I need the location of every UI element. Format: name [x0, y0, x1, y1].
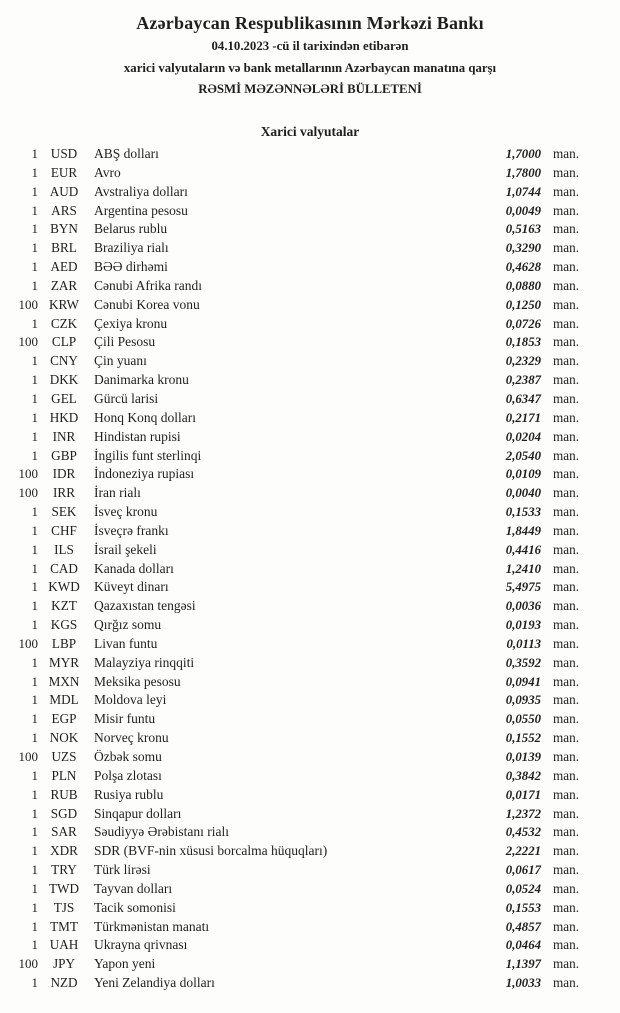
currency-name: İsveç kronu [94, 504, 158, 520]
currency-code: CAD [50, 560, 78, 576]
effective-date-line: 04.10.2023 -cü il tarixindən etibarən [211, 39, 409, 53]
currency-name: İsveçrə frankı [94, 522, 169, 538]
quantity: 1 [31, 692, 38, 708]
rate-value: 0,0040 [505, 486, 541, 501]
currency-name: Moldova leyi [94, 692, 167, 708]
rate-value: 0,0139 [505, 750, 541, 764]
currency-name: Qazaxıstan tengəsi [94, 598, 196, 614]
currency-code: KWD [48, 579, 80, 595]
rate-value: 0,3592 [505, 655, 541, 670]
currency-code: INR [52, 428, 76, 444]
quantity: 1 [31, 164, 38, 180]
rate-value: 0,4857 [505, 919, 541, 934]
rate-row [0, 466, 620, 485]
rate-row [0, 372, 620, 391]
currency-code: ZAR [50, 277, 78, 293]
quantity: 1 [31, 183, 38, 199]
rate-row [0, 316, 620, 335]
rate-unit: man. [553, 146, 580, 161]
currency-name: Malayziya rinqqiti [94, 654, 195, 670]
rate-unit: man. [553, 202, 580, 218]
currency-code: EGP [51, 711, 77, 727]
currency-name: İndoneziya rupiası [94, 466, 195, 482]
rate-unit: man. [553, 617, 580, 633]
quantity: 1 [31, 673, 38, 689]
quantity: 100 [18, 749, 38, 764]
rate-unit: man. [553, 183, 580, 199]
rate-value: 0,1250 [505, 297, 541, 312]
currency-code: CLP [51, 334, 77, 350]
rate-row [0, 504, 620, 523]
section-title: Xarici valyutalar [260, 124, 360, 139]
rate-value: 0,6347 [505, 391, 541, 406]
rate-unit: man. [553, 786, 580, 802]
quantity: 1 [31, 730, 38, 746]
quantity: 1 [31, 767, 38, 783]
rate-unit: man. [553, 880, 580, 896]
rate-unit: man. [553, 372, 580, 388]
rate-value: 1,2410 [505, 561, 541, 576]
rate-value: 0,0550 [505, 712, 541, 727]
quantity: 1 [31, 372, 38, 388]
rate-value: 0,3290 [505, 241, 541, 256]
rate-value: 0,0726 [505, 316, 541, 331]
rate-unit: man. [553, 353, 580, 369]
rate-row [0, 561, 620, 580]
currency-code: CHF [51, 522, 77, 538]
quantity: 1 [31, 428, 38, 444]
rate-unit: man. [553, 598, 580, 614]
currency-name: Türkmənistan manatı [94, 918, 210, 934]
currency-name: Küveyt dinarı [94, 579, 169, 595]
currency-name: Səudiyyə Ərəbistanı rialı [94, 824, 229, 840]
rate-unit: man. [553, 485, 580, 501]
currency-name: Tayvan dolları [94, 880, 173, 896]
rate-unit: man. [553, 296, 580, 312]
currency-code: SAR [51, 824, 77, 840]
quantity: 1 [31, 899, 38, 915]
rate-value: 1,0744 [505, 184, 541, 199]
rate-row [0, 711, 620, 730]
quantity: 1 [31, 221, 38, 237]
currency-code: LBP [51, 635, 77, 651]
currency-name: Qırğız somu [94, 617, 162, 633]
rate-value: 0,2387 [505, 373, 541, 388]
currency-name: Polşa zlotası [94, 767, 162, 783]
rate-unit: man. [553, 504, 580, 520]
currency-code: UZS [51, 749, 77, 764]
quantity: 1 [31, 390, 38, 406]
currency-code: JPY [53, 956, 75, 972]
currency-code: XDR [50, 843, 78, 859]
currency-name: Rusiya rublu [94, 786, 164, 802]
rate-value: 0,0113 [506, 636, 541, 651]
quantity: 1 [31, 240, 38, 256]
currency-name: Çexiya kronu [94, 315, 168, 331]
rate-value: 1,0033 [505, 976, 541, 991]
currency-code: GBP [51, 447, 77, 463]
currency-name: Türk lirəsi [94, 862, 151, 878]
currency-name: Danimarka kronu [94, 372, 189, 388]
currency-code: EUR [50, 164, 78, 180]
currency-name: Norveç kronu [94, 730, 169, 746]
rate-value: 0,0109 [505, 467, 541, 482]
rate-row [0, 297, 620, 316]
rate-unit: man. [553, 975, 580, 991]
currency-code: IRR [53, 485, 75, 501]
bulletin-header [0, 10, 620, 101]
currency-name: Hindistan rupisi [94, 428, 181, 444]
rate-row [0, 655, 620, 674]
quantity: 1 [31, 937, 38, 953]
quantity: 1 [31, 805, 38, 821]
currency-code: MXN [48, 673, 80, 689]
subject-line: xarici valyutaların və bank metallarının Azərbaycan manatına qarşı [123, 60, 497, 75]
rate-unit: man. [553, 164, 580, 180]
currency-name: İngilis funt sterlinqi [94, 447, 202, 463]
rate-value: 0,0617 [505, 863, 541, 878]
currency-code: RUB [50, 786, 78, 802]
quantity: 1 [31, 259, 38, 275]
currency-name: Avro [94, 164, 121, 180]
currency-name: İsrail şekeli [94, 541, 157, 557]
currency-name: Belarus rublu [94, 221, 168, 237]
rate-value: 0,0941 [505, 674, 541, 689]
rate-row [0, 730, 620, 749]
currency-name: Kanada dolları [94, 560, 174, 576]
rate-unit: man. [553, 466, 580, 482]
quantity: 1 [31, 880, 38, 896]
quantity: 100 [18, 466, 38, 482]
quantity: 1 [31, 353, 38, 369]
currency-code: ILS [54, 541, 74, 557]
rate-unit: man. [553, 560, 580, 576]
rate-unit: man. [553, 805, 580, 821]
rate-value: 0,4532 [505, 825, 541, 840]
rate-unit: man. [553, 428, 580, 444]
rate-value: 0,3842 [505, 768, 541, 783]
currency-code: DKK [49, 372, 79, 388]
rate-row [0, 881, 620, 900]
quantity: 1 [31, 447, 38, 463]
rate-row [0, 975, 620, 994]
currency-name: Honq Konq dolları [94, 409, 196, 425]
rate-row [0, 278, 620, 297]
quantity: 1 [31, 560, 38, 576]
currency-name: Argentina pesosu [94, 202, 188, 218]
rate-row [0, 523, 620, 542]
quantity: 100 [18, 635, 38, 651]
currency-code: SEK [51, 504, 77, 520]
currency-name: Ukrayna qrivnası [94, 937, 188, 953]
rate-row [0, 485, 620, 504]
currency-name: Özbək somu [94, 749, 162, 764]
currency-code: USD [50, 146, 78, 161]
quantity: 1 [31, 504, 38, 520]
currency-code: SGD [50, 805, 78, 821]
rate-row [0, 617, 620, 636]
rate-unit: man. [553, 390, 580, 406]
currency-code: CNY [50, 353, 78, 369]
quantity: 1 [31, 824, 38, 840]
quantity: 1 [31, 843, 38, 859]
rate-unit: man. [553, 579, 580, 595]
rate-value: 1,7800 [505, 165, 541, 180]
quantity: 1 [31, 918, 38, 934]
quantity: 1 [31, 315, 38, 331]
rate-unit: man. [553, 240, 580, 256]
currency-code: NOK [49, 730, 79, 746]
currency-code: TJS [53, 899, 75, 915]
rate-unit: man. [553, 937, 580, 953]
rate-unit: man. [553, 899, 580, 915]
quantity: 1 [31, 409, 38, 425]
rate-row [0, 862, 620, 881]
rate-value: 0,4416 [505, 542, 541, 557]
currency-name: Tacik somonisi [94, 899, 176, 915]
rate-row [0, 165, 620, 184]
currency-code: TRY [51, 862, 77, 878]
rate-unit: man. [553, 824, 580, 840]
currency-name: Cənubi Korea vonu [94, 296, 200, 312]
rate-unit: man. [553, 862, 580, 878]
rate-row [0, 240, 620, 259]
currency-name: Braziliya rialı [94, 240, 169, 256]
currency-code: HKD [49, 409, 79, 425]
currency-name: SDR (BVF-nin xüsusi borcalma hüquqları) [94, 843, 328, 859]
quantity: 1 [31, 975, 38, 991]
currency-name: Gürcü larisi [94, 390, 159, 406]
rate-row [0, 692, 620, 711]
currency-code: MDL [49, 692, 79, 708]
currency-name: Yeni Zelandiya dolları [94, 975, 215, 991]
rate-unit: man. [553, 711, 580, 727]
rate-value: 2,0540 [505, 448, 541, 463]
rate-value: 0,0464 [505, 938, 541, 953]
rate-row [0, 259, 620, 278]
rate-unit: man. [553, 730, 580, 746]
quantity: 100 [18, 296, 38, 312]
currency-name: Çili Pesosu [94, 334, 156, 350]
currency-name: ABŞ dolları [94, 146, 159, 161]
currency-name: Misir funtu [94, 711, 156, 727]
rate-row [0, 221, 620, 240]
rate-unit: man. [553, 221, 580, 237]
rate-value: 0,0524 [505, 881, 541, 896]
currency-code: CZK [50, 315, 78, 331]
rate-value: 1,8449 [505, 523, 541, 538]
currency-name: Cənubi Afrika randı [94, 277, 202, 293]
rate-unit: man. [553, 767, 580, 783]
quantity: 1 [31, 579, 38, 595]
currency-code: BRL [51, 240, 77, 256]
rate-value: 0,2329 [505, 354, 541, 369]
currency-code: AUD [49, 183, 79, 199]
currency-code: KZT [51, 598, 77, 614]
rate-unit: man. [553, 918, 580, 934]
bank-title: Azərbaycan Respublikasının Mərkəzi Bankı [136, 13, 484, 33]
rate-row [0, 410, 620, 429]
rate-value: 0,1553 [505, 900, 541, 915]
rates-table [0, 146, 620, 994]
rate-unit: man. [553, 447, 580, 463]
rate-unit: man. [553, 956, 580, 972]
quantity: 1 [31, 522, 38, 538]
currency-code: KGS [50, 617, 78, 633]
rate-row [0, 598, 620, 617]
rate-row [0, 429, 620, 448]
rate-unit: man. [553, 635, 580, 651]
quantity: 100 [18, 485, 38, 501]
rate-value: 0,0193 [505, 618, 541, 633]
currency-code: BYN [50, 221, 78, 237]
rate-unit: man. [553, 522, 580, 538]
currency-code: AED [50, 259, 78, 275]
quantity: 1 [31, 277, 38, 293]
rate-value: 0,2171 [505, 410, 541, 425]
quantity: 1 [31, 617, 38, 633]
rate-value: 0,1853 [505, 335, 541, 350]
rate-value: 1,2372 [505, 806, 541, 821]
rate-unit: man. [553, 654, 580, 670]
rate-row [0, 919, 620, 938]
rate-row [0, 824, 620, 843]
rate-value: 5,4975 [505, 580, 541, 595]
currency-name: BƏƏ dirhəmi [94, 259, 168, 275]
rate-unit: man. [553, 334, 580, 350]
currency-name: Meksika pesosu [94, 673, 181, 689]
currency-code: ARS [51, 202, 77, 218]
rate-value: 1,1397 [505, 957, 541, 972]
currency-code: KRW [48, 296, 80, 312]
rate-value: 0,1533 [505, 505, 541, 520]
rate-row [0, 448, 620, 467]
currency-code: TMT [50, 918, 78, 934]
rate-value: 0,0171 [505, 787, 541, 802]
quantity: 100 [18, 334, 38, 350]
rate-row [0, 579, 620, 598]
rate-row [0, 203, 620, 222]
rate-value: 0,0049 [505, 203, 541, 218]
quantity: 1 [31, 786, 38, 802]
currency-name: Yapon yeni [94, 956, 156, 972]
currency-name: Avstraliya dolları [94, 183, 188, 199]
rate-value: 0,4628 [505, 260, 541, 275]
currency-code: PLN [51, 767, 77, 783]
rate-row [0, 843, 620, 862]
currency-name: Livan funtu [94, 635, 158, 651]
rate-unit: man. [553, 749, 580, 764]
quantity: 1 [31, 654, 38, 670]
rate-row [0, 146, 620, 165]
rate-row [0, 674, 620, 693]
rate-row [0, 353, 620, 372]
rate-row [0, 956, 620, 975]
currency-name: Çin yuanı [94, 353, 147, 369]
rate-unit: man. [553, 541, 580, 557]
quantity: 100 [18, 956, 38, 972]
rate-value: 2,2221 [505, 844, 541, 859]
rate-unit: man. [553, 277, 580, 293]
currency-name: Sinqapur dolları [94, 805, 182, 821]
rate-value: 0,0204 [505, 429, 541, 444]
quantity: 1 [31, 541, 38, 557]
quantity: 1 [31, 711, 38, 727]
rate-row [0, 806, 620, 825]
rate-row [0, 391, 620, 410]
rate-value: 0,1552 [505, 731, 541, 746]
bulletin-title: RƏSMİ MƏZƏNNƏLƏRİ BÜLLETENİ [198, 82, 422, 96]
rate-unit: man. [553, 692, 580, 708]
rate-unit: man. [553, 673, 580, 689]
quantity: 1 [31, 862, 38, 878]
rate-row [0, 787, 620, 806]
rate-row [0, 900, 620, 919]
currency-code: MYR [48, 654, 80, 670]
currency-code: TWD [48, 880, 80, 896]
rate-row [0, 184, 620, 203]
rate-value: 0,5163 [505, 222, 541, 237]
rate-row [0, 636, 620, 655]
rate-row [0, 334, 620, 353]
rate-unit: man. [553, 315, 580, 331]
rate-value: 1,7000 [505, 147, 541, 161]
rate-value: 0,0880 [505, 278, 541, 293]
rate-unit: man. [553, 843, 580, 859]
rate-value: 0,0935 [505, 693, 541, 708]
quantity: 1 [31, 202, 38, 218]
currency-code: UAH [49, 937, 79, 953]
currency-code: GEL [51, 390, 77, 406]
rate-row [0, 937, 620, 956]
quantity: 1 [31, 598, 38, 614]
rate-row [0, 768, 620, 787]
rate-unit: man. [553, 259, 580, 275]
currency-name: İran rialı [94, 485, 141, 501]
currency-code: NZD [50, 975, 78, 991]
rate-unit: man. [553, 409, 580, 425]
currency-code: IDR [52, 466, 76, 482]
quantity: 1 [31, 146, 38, 161]
rate-row [0, 542, 620, 561]
rate-row [0, 749, 620, 768]
rate-value: 0,0036 [505, 599, 541, 614]
